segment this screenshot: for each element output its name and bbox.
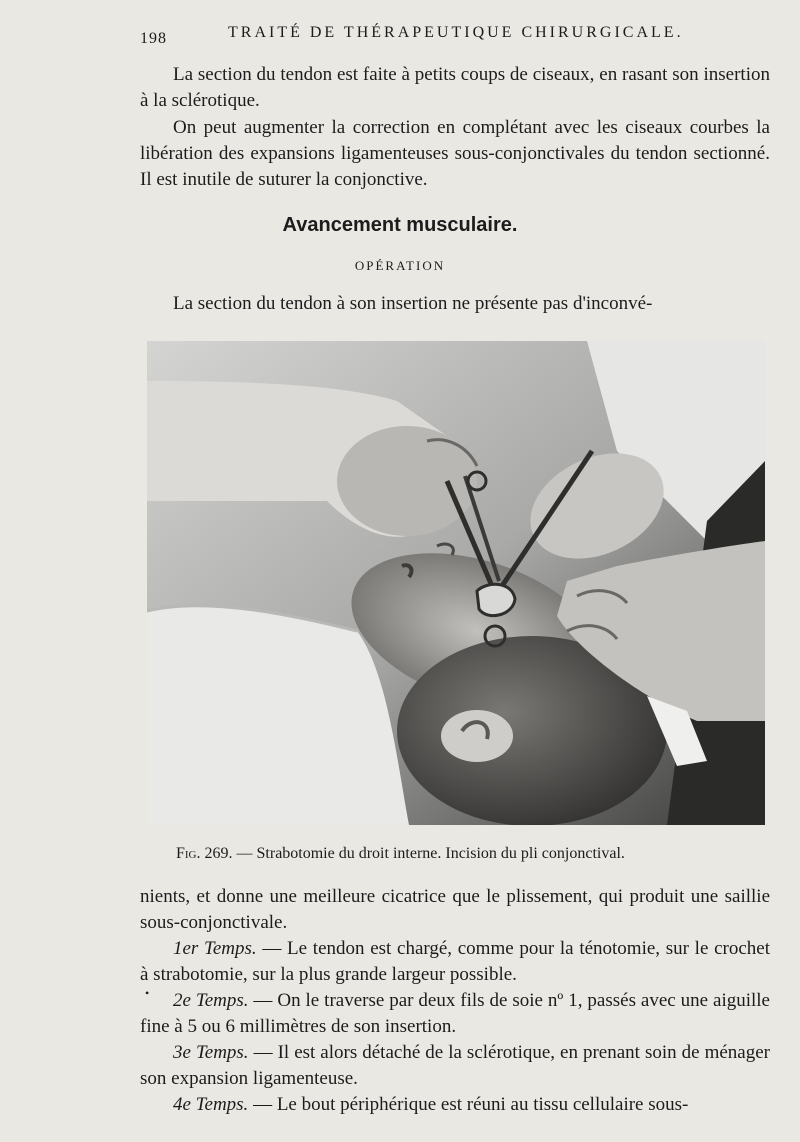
step-label: 2e Temps.: [173, 990, 249, 1011]
step-label: 4e Temps.: [173, 1094, 249, 1115]
step-text: — Le tendon est chargé, comme pour la ténotomie, sur le crochet à strabotomie, sur la plus grande largeur possible.: [140, 938, 770, 985]
paragraph-section-tendon: La section du tendon est faite à petits coups de ciseaux, en rasant son insertion à la sclérotique.: [140, 64, 770, 111]
section-subheading: OPÉRATION: [354, 258, 446, 273]
paragraph-intro: La section du tendon à son insertion ne présente pas d'inconvé-: [173, 293, 653, 314]
section-heading: Avancement musculaire.: [282, 214, 518, 236]
photo-strabotomy: [147, 341, 765, 825]
figure-caption: [176, 845, 625, 863]
figure-label: Fig. 269.: [176, 845, 233, 862]
step-label: 1er Temps.: [173, 938, 257, 959]
running-head: TRAITÉ DE THÉRAPEUTIQUE CHIRURGICALE.: [228, 24, 684, 41]
step-4: [140, 1092, 770, 1118]
step-2: [140, 988, 770, 1040]
step-text: — Il est alors détaché de la sclérotique, en prenant soin de ménager son expansion ligamenteuse.: [140, 1042, 770, 1089]
step-label: 3e Temps.: [173, 1042, 249, 1063]
bullet-mark: •: [145, 986, 150, 1000]
paragraph-continuation: nients, et donne une meilleure cicatrice que le plissement, qui produit une saillie sous-conjonctivale.: [140, 886, 770, 933]
figure-photograph: [147, 341, 765, 825]
paragraph-correction: On peut augmenter la correction en complétant avec les ciseaux courbes la libération des expansions ligamenteuses sous-conjonctivales du tendon sectionné. Il est inutile de suturer la conjonctive.: [140, 117, 770, 190]
page-number: 198: [140, 30, 167, 47]
step-1: [140, 936, 770, 988]
step-text: — Le bout périphérique est réuni au tissu cellulaire sous-: [248, 1094, 689, 1115]
step-3: [140, 1040, 770, 1092]
step-text: — On le traverse par deux fils de soie nº 1, passés avec une aiguille fine à 5 ou 6 millimètres de son insertion.: [140, 990, 770, 1037]
figure-caption-text: — Strabotomie du droit interne. Incision du pli conjonctival.: [232, 845, 625, 862]
